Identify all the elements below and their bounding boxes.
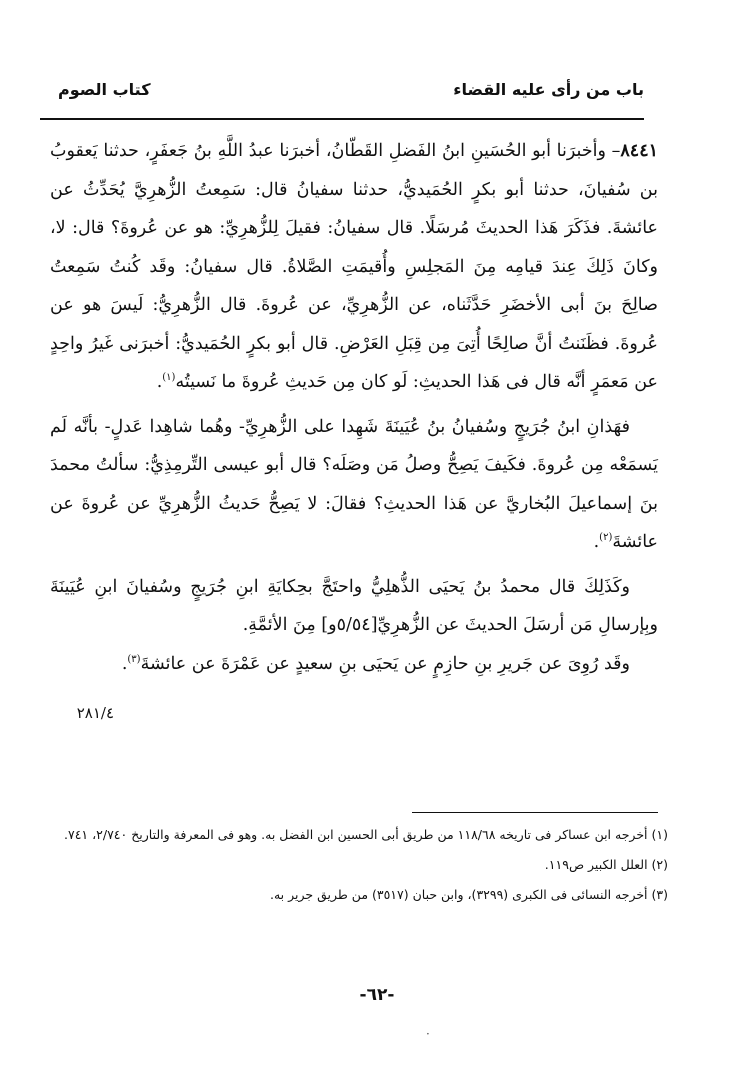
paragraph-2	[50, 408, 658, 562]
paragraph-2-text: فهَذانِ ابنُ جُرَيجٍ وسُفيانُ بنُ عُيَينَةَ شَهِدا على الزُّهرِيِّ- وهُما شاهِدا عَدلٍ- بأنَّه لَم يَسمَعْه مِن عُروةَ. فكَيفَ يَصِحُّ وصلُ مَن وصَلَه؟ قال أبو عيسى التِّرمِذِيُّ: سألتُ محمدَ بنَ إسماعيلَ البُخاريَّ عن هَذا الحديثِ؟ فقالَ: لا يَصِحُّ حَديثُ الزُّهرِيِّ عن عُروةَ عن عائشةَ	[50, 416, 658, 552]
footnote-1: (١) أخرجه ابن عساكر فى تاريخه ١١٨/٦٨ من طريق أبى الحسين ابن الفضل به. وهو فى المعرفة والتاريخ ٢/٧٤٠، ٧٤١.	[64, 827, 668, 842]
footnote-ref-3[interactable]: (٣)	[127, 653, 141, 665]
footnote-rule	[412, 812, 658, 813]
margin-volume-page-ref: ٢٨١/٤	[76, 704, 114, 722]
paragraph-hadith	[50, 132, 658, 402]
page-number: -٦٢-	[359, 985, 395, 1005]
paragraph-1-end: .	[156, 372, 163, 392]
scan-speck: ·	[426, 1027, 430, 1041]
footnotes	[54, 820, 668, 910]
paragraph-4-end: .	[121, 653, 128, 674]
running-header	[58, 80, 644, 99]
footnote-ref-1[interactable]: (١)	[162, 372, 176, 384]
footnote-2: (٢) العلل الكبير ص١١٩.	[544, 857, 668, 872]
paragraph-3-text-b: مِنَ الأئمَّةِ.	[242, 615, 322, 635]
header-rule	[40, 118, 644, 120]
manuscript-folio-ref: [٥/٥٤و]	[321, 615, 378, 635]
footnote-3: (٣) أخرجه النسائى فى الكبرى (٣٢٩٩)، وابن حبان (٣٥١٧) من طريق جرير به.	[269, 887, 668, 902]
paragraph-4	[50, 645, 658, 684]
main-text	[50, 132, 658, 683]
paragraph-3-text-a: وكَذَلِكَ قال محمدُ بنُ يَحيَى الذُّهلِيُّ واحتَجَّ بحِكايَةِ ابنِ جُرَيجٍ وسُفيانَ ابنِ عُيَينَةَ وبِإرسالِ مَن أرسَلَ الحديثَ عن الزُّهرِيِّ	[50, 576, 658, 635]
hadith-number: ٨٤٤١	[620, 141, 658, 161]
footnote-ref-2[interactable]: (٢)	[599, 532, 613, 544]
paragraph-4-text: وقَد رُوِىَ عن جَريرِ بنِ حازِمٍ عن يَحيَى بنِ سعيدٍ عن عَمْرَةَ عن عائشةَ	[140, 653, 630, 674]
chapter-title: باب من رأى عليه القضاء	[453, 80, 644, 99]
paragraph-3	[50, 568, 658, 645]
paragraph-1-text: – وأخبرَنا أبو الحُسَينِ ابنُ الفَضلِ القَطّانُ، أخبرَنا عبدُ اللَّهِ بنُ جَعفَرٍ، حدثنا يَعقوبُ بن سُفيانَ، حدثنا أبو بكرٍ الحُمَيديُّ، حدثنا سفيانُ قال: سَمِعتُ الزُّهرِيَّ يُحَدِّثُ عن عائشةَ. فذَكَرَ هَذا الحديثَ مُرسَلًا. قال سفيانُ: فقيلَ لِلزُّهرِيِّ: هو عن عُروةَ؟ قال: لا، وكانَ ذَلِكَ عِندَ قيامِه مِنَ المَجلِسِ وأُقيمَتِ الصَّلاةُ. قال سفيانُ: وقَد كُنتُ سَمِعتُ صالِحَ بنَ أبى الأخضَرِ حَدَّثَناه، عن الزُّهرِيِّ، عن عُروةَ. قال الزُّهرِيُّ: لَيسَ هو عن عُروةَ. فظَنَنتُ أنَّ صالِحًا أُتِىَ مِن قِبَلِ العَرْضِ. قال أبو بكرٍ الحُمَيديُّ: أخبرَنى غَيرُ واحِدٍ عن مَعمَرٍ أنَّه قال فى هَذا الحديثِ: لَو كان مِن حَديثِ عُروةَ ما نَسيتُه	[50, 141, 658, 392]
paragraph-2-end: .	[593, 532, 600, 552]
book-title: كتاب الصوم	[58, 80, 151, 99]
